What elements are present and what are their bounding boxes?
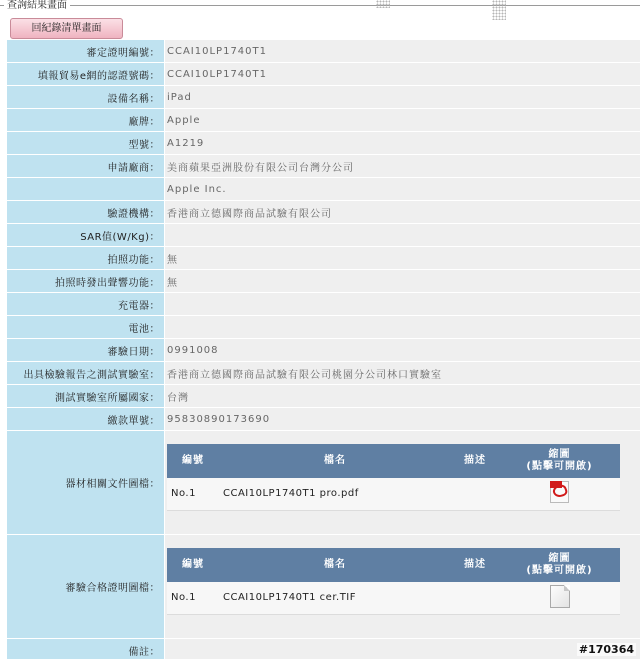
- field-row: [7, 362, 640, 385]
- watermark: #170364: [578, 643, 634, 656]
- field-value: 香港商立德國際商品試驗有限公司桃園分公司林口實驗室: [165, 362, 640, 385]
- field-value: 無: [165, 270, 640, 293]
- file-no: No.1: [167, 582, 219, 614]
- field-value: [165, 224, 640, 247]
- field-value: iPad: [165, 86, 640, 109]
- field-value: 台灣: [165, 385, 640, 408]
- column-desc: 描述: [451, 444, 499, 478]
- table-row: [167, 582, 620, 614]
- field-row: [7, 339, 640, 362]
- field-label: 出具檢驗報告之測試實驗室：: [7, 362, 165, 385]
- field-value: [165, 535, 640, 639]
- file-name: CCAI10LP1740T1 pro.pdf: [219, 478, 451, 510]
- field-value: [165, 316, 640, 339]
- field-row: [7, 247, 640, 270]
- fieldset-border: [0, 5, 640, 6]
- column-thumb: 縮圖 (點擊可開啟): [499, 444, 620, 478]
- file-desc: [451, 582, 499, 614]
- field-row: [7, 385, 640, 408]
- decorative-dots: [492, 0, 506, 20]
- field-value: 95830890173690: [165, 408, 640, 431]
- field-row: [7, 63, 640, 86]
- field-label: 拍照時發出聲響功能：: [7, 270, 165, 293]
- field-value: CCAI10LP1740T1: [165, 63, 640, 86]
- field-value: [165, 431, 640, 535]
- field-value: Apple Inc.: [165, 178, 640, 201]
- equipment-files-row: [7, 431, 640, 535]
- table-row: [167, 478, 620, 510]
- decorative-dots: [376, 0, 390, 8]
- remarks-row: [7, 639, 640, 659]
- field-label: 備註：: [7, 639, 165, 659]
- field-label: 驗證機構：: [7, 201, 165, 224]
- file-no: No.1: [167, 478, 219, 510]
- field-label: 充電器：: [7, 293, 165, 316]
- field-value: [165, 639, 640, 659]
- column-desc: 描述: [451, 548, 499, 582]
- field-label: 器材相關文件圖檔：: [7, 431, 165, 535]
- field-label: 型號：: [7, 132, 165, 155]
- file-thumb: [499, 582, 620, 614]
- field-label: SAR值(W/Kg)：: [7, 224, 165, 247]
- field-row: [7, 178, 640, 201]
- pdf-icon[interactable]: [550, 481, 569, 503]
- column-thumb: 縮圖 (點擊可開啟): [499, 548, 620, 582]
- field-row: [7, 109, 640, 132]
- field-value: 美商蘋果亞洲股份有限公司台灣分公司: [165, 155, 640, 178]
- field-row: [7, 155, 640, 178]
- field-row: [7, 316, 640, 339]
- field-row: [7, 293, 640, 316]
- field-row: [7, 40, 640, 63]
- file-desc: [451, 478, 499, 510]
- field-row: [7, 408, 640, 431]
- file-thumb: [499, 478, 620, 510]
- field-value: [165, 293, 640, 316]
- field-label: [7, 178, 165, 201]
- file-name: CCAI10LP1740T1 cer.TIF: [219, 582, 451, 614]
- field-label: 拍照功能：: [7, 247, 165, 270]
- field-label: 申請廠商：: [7, 155, 165, 178]
- field-label: 廠牌：: [7, 109, 165, 132]
- column-no: 編號: [167, 548, 219, 582]
- column-name: 檔名: [219, 548, 451, 582]
- image-file-icon[interactable]: [550, 585, 570, 608]
- field-row: [7, 86, 640, 109]
- table-header: [167, 444, 620, 478]
- certificate-files-table: [167, 548, 620, 615]
- field-value: 0991008: [165, 339, 640, 362]
- field-label: 設備名稱：: [7, 86, 165, 109]
- column-no: 編號: [167, 444, 219, 478]
- field-value: Apple: [165, 109, 640, 132]
- field-label: 繳款單號：: [7, 408, 165, 431]
- field-label: 填報貿易e網的認證號碼：: [7, 63, 165, 86]
- field-label: 測試實驗室所屬國家：: [7, 385, 165, 408]
- field-label: 審定證明編號：: [7, 40, 165, 63]
- field-value: 香港商立德國際商品試驗有限公司: [165, 201, 640, 224]
- column-name: 檔名: [219, 444, 451, 478]
- back-to-list-button[interactable]: 回紀錄清單畫面: [10, 18, 123, 39]
- field-value: 無: [165, 247, 640, 270]
- field-row: [7, 270, 640, 293]
- field-row: [7, 201, 640, 224]
- field-row: [7, 224, 640, 247]
- equipment-files-table: [167, 444, 620, 511]
- field-value: CCAI10LP1740T1: [165, 40, 640, 63]
- field-label: 審驗合格證明圖檔：: [7, 535, 165, 639]
- table-header: [167, 548, 620, 582]
- field-label: 審驗日期：: [7, 339, 165, 362]
- certificate-files-row: [7, 535, 640, 639]
- field-value: A1219: [165, 132, 640, 155]
- section-title: 查詢結果畫面: [4, 0, 70, 11]
- field-label: 電池：: [7, 316, 165, 339]
- field-row: [7, 132, 640, 155]
- result-form: [7, 40, 640, 659]
